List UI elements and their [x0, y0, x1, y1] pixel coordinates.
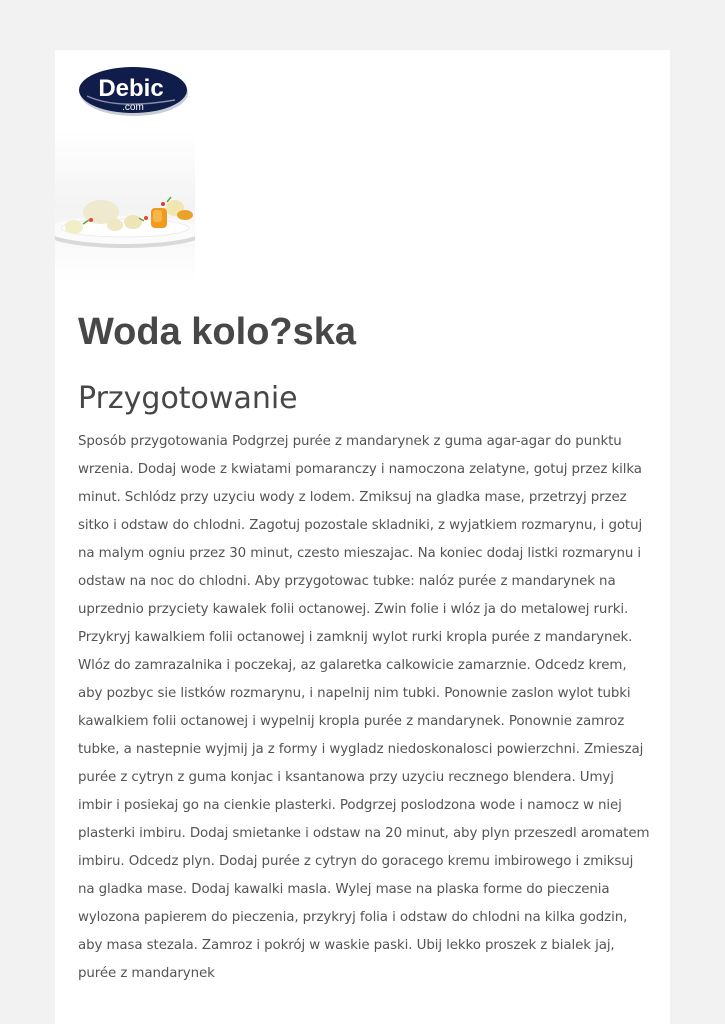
debic-logo[interactable]: [77, 66, 189, 118]
preparation-text: Sposób przygotowania Podgrzej purée z mandarynek z guma agar-agar do punktu wrzenia. Dodaj wode z kwiatami pomaranczy i namoczona zelatyne, gotuj przez kilka minut. Schlódz przy uzyciu wody z lodem. Zmiksuj na gladka mase, przetrzyj przez sitko i odstaw do chlodni. Zagotuj pozostale skladniki, z wyjatkiem rozmarynu, i gotuj na malym ogniu przez 30 minut, czesto mieszajac. Na koniec dodaj listki rozmarynu i odstaw na noc do chlodni. Aby przygotowac tubke: nalóz purée z mandarynek na uprzednio przyciety kawalek folii octanowej. Zwin folie i wlóz ja do metalowej rurki. Przykryj kawalkiem folii octanowej i zamknij wylot rurki kropla purée z mandarynek. Wlóz do zamrazalnika i poczekaj, az galaretka calkowicie zamarznie. Odcedz krem, aby pozbyc sie listków rozmarynu, i napelnij nim tubki. Ponownie zaslon wylot tubki kawalkiem folii octanowej i wypelnij kropla purée z mandarynek. Ponownie zamroz tubke, a nastepnie wyjmij ja z formy i wygladz niedoskonalosci powierzchni. Zmieszaj purée z cytryn z guma konjac i ksantanowa przy uzyciu recznego blendera. Umyj imbir i posiekaj go na cienkie plasterki. Podgrzej poslodzona wode i namocz w niej plasterki imbiru. Dodaj smietanke i odstaw na 20 minut, aby plyn przeszedl aromatem imbiru. Odcedz plyn. Dodaj purée z cytryn do goracego kremu imbirowego i zmiksuj na gladka mase. Dodaj kawalki masla. Wylej mase na plaska forme do pieczenia wylozona papierem do pieczenia, przykryj folia i odstaw do chlodni na kilka godzin, aby masa stezala. Zamroz i pokrój w waskie paski. Ubij lekko proszek z bialek jaj, purée z mandarynek: [78, 434, 650, 981]
logo-sub-text: .com: [122, 102, 144, 113]
recipe-card: [55, 50, 670, 1024]
logo-main-text: Debic: [98, 75, 164, 102]
recipe-title: Woda kolo?ska: [78, 311, 357, 353]
section-heading: Przygotowanie: [78, 381, 298, 416]
dish-photo: [55, 132, 195, 282]
debic-logo-mark: [77, 66, 189, 118]
